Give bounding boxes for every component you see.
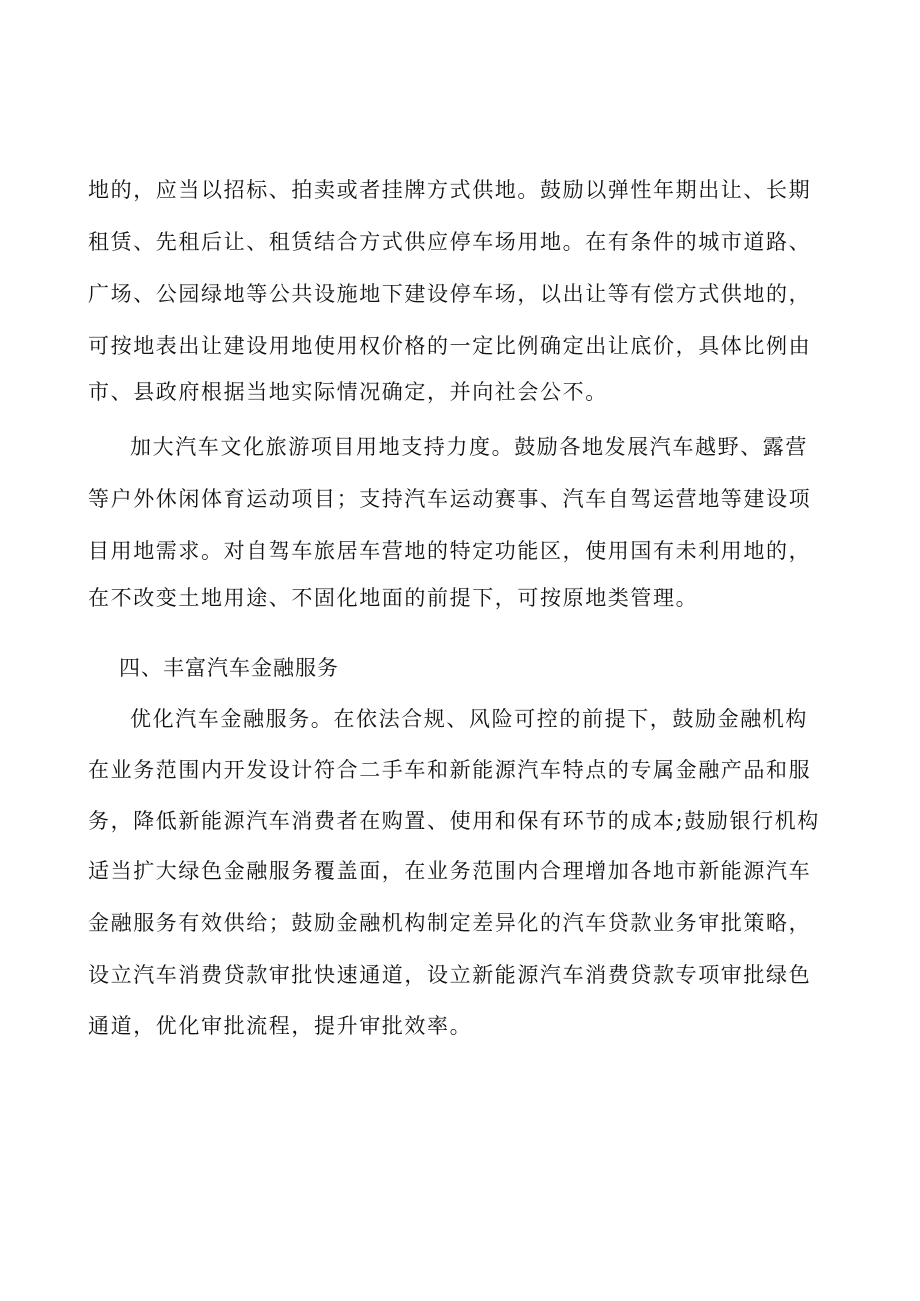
text-line: 在不改变土地用途、不固化地面的前提下，可按原地类管理。 (88, 586, 699, 610)
text-line: 金融服务有效供给；鼓励金融机构制定差异化的汽车贷款业务审批策略， (88, 911, 812, 935)
text-line: 务，降低新能源汽车消费者在购置、使用和保有环节的成本;鼓励银行机构 (88, 809, 820, 833)
text-line: 适当扩大绿色金融服务覆盖面，在业务范围内合理增加各地市新能源汽车 (88, 859, 812, 883)
text-line: 加大汽车文化旅游项目用地支持力度。鼓励各地发展汽车越野、露营 (130, 435, 808, 459)
text-line: 目用地需求。对自驾车旅居车营地的特定功能区，使用国有未利用地的， (88, 539, 812, 563)
text-line: 在业务范围内开发设计符合二手车和新能源汽车特点的专属金融产品和服 (88, 758, 812, 782)
text-line: 优化汽车金融服务。在依法合规、风险可控的前提下，鼓励金融机构 (130, 707, 808, 731)
text-line: 设立汽车消费贷款审批快速通道，设立新能源汽车消费贷款专项审批绿色 (88, 963, 812, 987)
text-line: 可按地表出让建设用地使用权价格的一定比例确定出让底价，具体比例由 (88, 334, 812, 358)
text-line: 等户外休闲体育运动项目；支持汽车运动赛事、汽车自驾运营地等建设项 (88, 487, 812, 511)
text-line: 广场、公园绿地等公共设施地下建设停车场，以出让等有偿方式供地的， (88, 282, 812, 306)
section-heading: 四、丰富汽车金融服务 (119, 656, 339, 680)
text-line: 地的，应当以招标、拍卖或者挂牌方式供地。鼓励以弹性年期出让、长期 (88, 178, 812, 202)
text-line: 通道，优化审批流程，提升审批效率。 (88, 1014, 473, 1038)
text-line: 市、县政府根据当地实际情况确定，并向社会公不。 (88, 380, 608, 404)
text-line: 租赁、先租后让、租赁结合方式供应停车场用地。在有条件的城市道路、 (88, 230, 812, 254)
